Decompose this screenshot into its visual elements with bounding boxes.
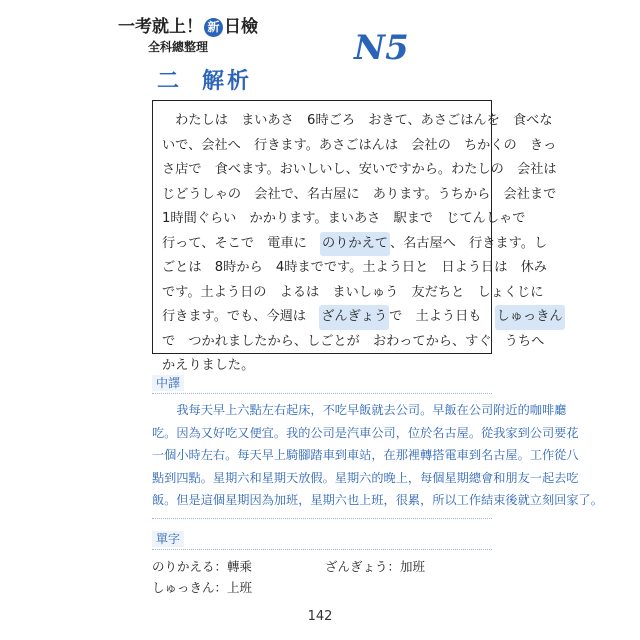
passage-line: 行って、そこで 電車に のりかえて 、名古屋へ 行きます。し: [162, 232, 484, 257]
section-title: 解析: [202, 69, 253, 94]
vocabulary-heading: 單字: [152, 531, 184, 547]
translation-heading: 中譯: [152, 375, 184, 391]
passage-line: で つかれましたから、しごとが おわってから、すぐ うちへ: [162, 333, 545, 349]
book-series-header: [118, 12, 409, 68]
passage-line: わたしは まいあさ 6時ごろ おきて、あさごはんを 食べな: [162, 113, 553, 128]
series-level-logo: N5: [354, 28, 409, 68]
series-title: [118, 12, 258, 37]
series-new-badge: 新: [204, 18, 223, 37]
section-number: 二: [157, 69, 183, 94]
vocabulary-item: のりかえる：轉乘: [152, 559, 253, 574]
passage-line: ごとは 8時から 4時までです。土よう日と 日よう日は 休み: [162, 260, 547, 275]
passage-line: かえりました。: [162, 358, 255, 373]
passage-line: じどうしゃの 会社で、名古屋に あります。うちから 会社まで: [162, 186, 557, 202]
translation-line: 一個小時左右。每天早上騎腳踏車到車站，在那裡轉搭電車到名古屋。工作從八: [152, 448, 579, 462]
japanese-passage: [162, 109, 563, 379]
passage-line: です。土よう日の よるは まいしゅう 友だちと しょくじに: [162, 284, 544, 300]
translation-line: 點到四點。星期六和星期天放假。星期六的晚上，每個星期總會和朋友一起去吃: [152, 470, 579, 485]
passage-line: さ店で 食べます。おいしいし、安いですから。わたしの 会社は: [162, 162, 557, 177]
series-title-part-a: 一考就上！: [118, 17, 203, 37]
passage-line: 1時間ぐらい かかります。まいあさ 駅まで じてんしゃで: [162, 211, 526, 226]
chinese-translation: [152, 399, 603, 512]
page-number: 142: [307, 609, 333, 624]
passage-line: いで、会社へ 行きます。あさごはんは 会社の ちかくの きっ: [162, 137, 557, 153]
translation-line: 吃。因為又好吃又便宜。我的公司是汽車公司，位於名古屋。從我家到公司要花: [152, 425, 579, 440]
passage-line: 行きます。でも、今週は ざんぎょう で 土よう日も しゅっきん: [162, 305, 484, 330]
section-heading: [157, 64, 252, 95]
vocabulary-item: ざんぎょう：加班: [325, 559, 426, 574]
translation-divider: [152, 393, 492, 394]
series-title-part-b: 日檢: [224, 17, 258, 37]
translation-bottom-divider: [152, 518, 492, 519]
vocabulary-divider: [152, 549, 492, 550]
series-subtitle: 全科總整理: [148, 40, 209, 54]
vocabulary-item: しゅっきん：上班: [152, 580, 253, 595]
translation-line: 我每天早上六點左右起床，不吃早飯就去公司。早飯在公司附近的咖啡廳: [152, 403, 567, 417]
translation-line: 飯。但是這個星期因為加班，星期六也上班，很累，所以工作結束後就立刻回家了。: [152, 493, 603, 507]
